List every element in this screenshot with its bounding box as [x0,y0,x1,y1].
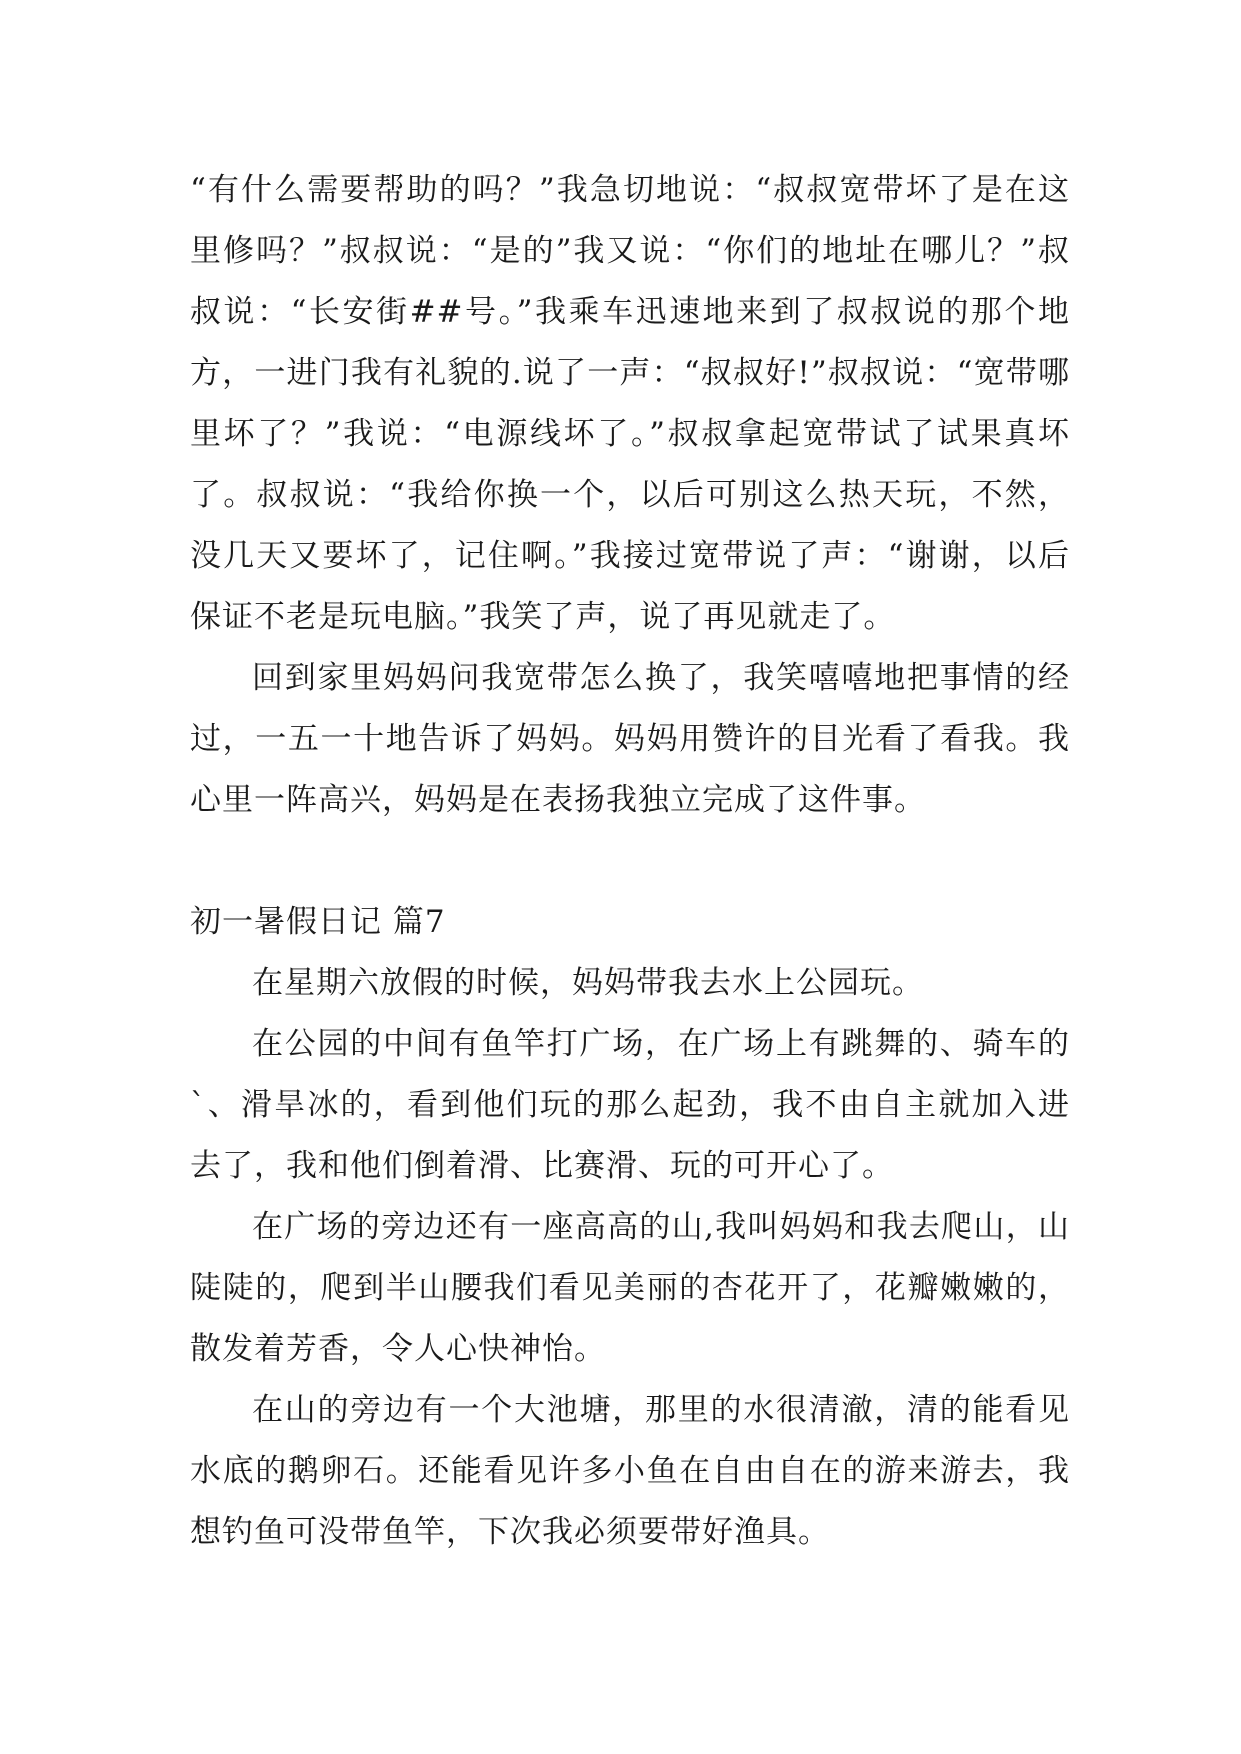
document-body [190,160,1070,1563]
paragraph-mountain: 在广场的旁边还有一座高高的山,我叫妈妈和我去爬山，山陡陡的，爬到半山腰我们看见美丽的杏花开了，花瓣嫩嫩的，散发着芳香，令人心快神怡。 [190,1209,1070,1367]
paragraph-dialogue: “有什么需要帮助的吗？”我急切地说：“叔叔宽带坏了是在这里修吗？”叔叔说：“是的”我又说：“你们的地址在哪儿？”叔叔说：“长安街##号。”我乘车迅速地来到了叔叔说的那个地方，一进门我有礼貌的.说了一声：“叔叔好!”叔叔说：“宽带哪里坏了？”我说：“电源线坏了。”叔叔拿起宽带试了试果真坏了。叔叔说：“我给你换一个，以后可别这么热天玩，不然，没几天又要坏了，记住啊。”我接过宽带说了声：“谢谢，以后保证不老是玩电脑。”我笑了声，说了再见就走了。 [190,172,1070,635]
section-title: 初一暑假日记 篇7 [190,904,446,940]
section-gap [190,831,1070,892]
paragraph-square: 在公园的中间有鱼竿打广场，在广场上有跳舞的、骑车的`、滑旱冰的，看到他们玩的那么起劲，我不由自主就加入进去了，我和他们倒着滑、比赛滑、玩的可开心了。 [190,1026,1070,1184]
paragraph-pond: 在山的旁边有一个大池塘，那里的水很清澈，清的能看见水底的鹅卵石。还能看见许多小鱼在自由自在的游来游去，我想钓鱼可没带鱼竿，下次我必须要带好渔具。 [190,1392,1070,1550]
paragraph-saturday: 在星期六放假的时候，妈妈带我去水上公园玩。 [252,965,924,1001]
paragraph-home: 回到家里妈妈问我宽带怎么换了，我笑嘻嘻地把事情的经过，一五一十地告诉了妈妈。妈妈用赞许的目光看了看我。我心里一阵高兴，妈妈是在表扬我独立完成了这件事。 [190,660,1070,818]
